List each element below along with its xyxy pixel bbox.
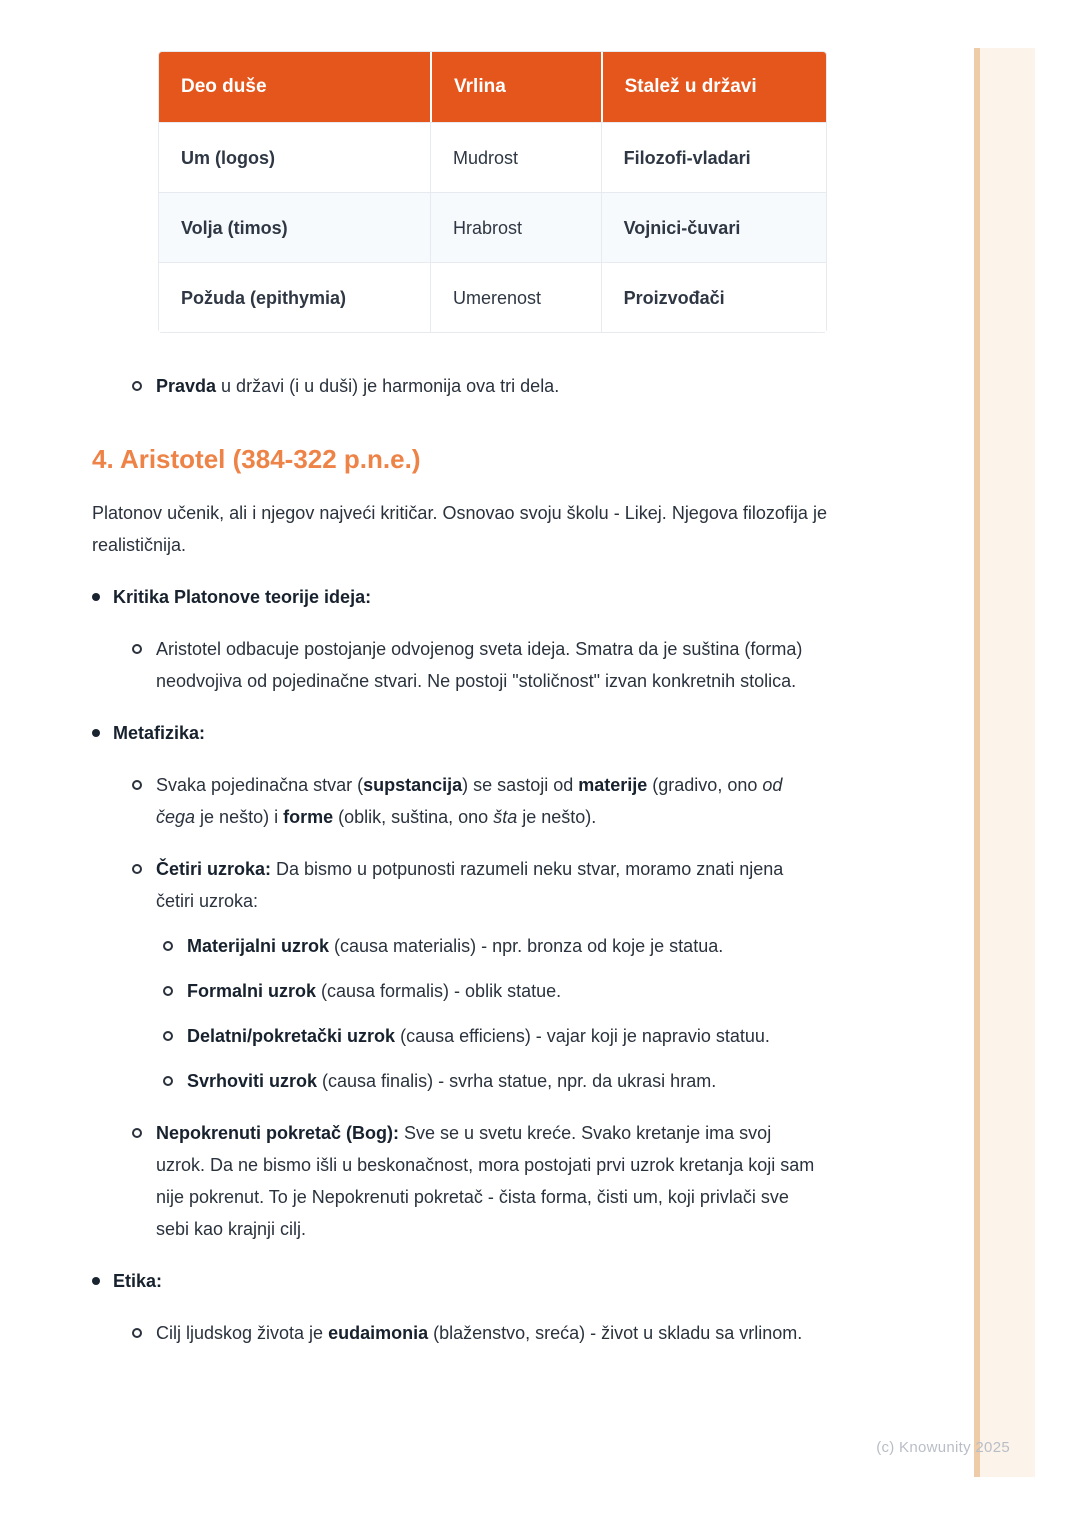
disc-bullet-icon	[92, 593, 100, 601]
list-item-etika	[92, 1265, 1080, 1297]
table-row	[159, 122, 826, 192]
table-row	[159, 192, 826, 262]
list-item	[163, 975, 1080, 1007]
circle-bullet-icon	[132, 864, 142, 874]
soul-parts-table	[158, 51, 827, 333]
circle-bullet-icon	[132, 381, 142, 391]
table-cell-soul-part: Volja (timos)	[159, 192, 430, 262]
disc-bullet-icon	[92, 729, 100, 737]
list-item-kritika	[92, 581, 1080, 613]
list-item-text: Formalni uzrok (causa formalis) - oblik statue.	[187, 981, 562, 1001]
circle-bullet-icon	[163, 1076, 173, 1086]
list-item-nepokrenuti-pokretac	[132, 1117, 1080, 1245]
list-item-text: Aristotel odbacuje postojanje odvojenog sveta ideja. Smatra da je suština (forma) neodvojiva od pojedinačne stvari. Ne postoji "stoličnost" izvan konkretnih stolica.	[156, 639, 803, 691]
table-cell-class: Filozofi-vladari	[601, 122, 826, 192]
circle-bullet-icon	[132, 644, 142, 654]
table-cell-virtue: Umerenost	[430, 262, 601, 332]
circle-bullet-icon	[163, 1031, 173, 1041]
list-item-text: Metafizika:	[113, 723, 206, 743]
copyright-footer: (c) Knowunity 2025	[876, 1439, 1010, 1456]
list-item-text: Materijalni uzrok (causa materialis) - npr. bronza od koje je statua.	[187, 936, 724, 956]
list-item-metafizika	[92, 717, 1080, 749]
section-heading-aristotel: 4. Aristotel (384-322 p.n.e.)	[92, 444, 421, 474]
list-item-text: Etika:	[113, 1271, 163, 1291]
list-item-cetiri-uzroka	[132, 853, 1080, 917]
list-item-text: Svrhoviti uzrok (causa finalis) - svrha statue, npr. da ukrasi hram.	[187, 1071, 717, 1091]
list-item	[132, 769, 1080, 833]
nested-list-four-causes	[0, 930, 1080, 1097]
circle-bullet-icon	[132, 1128, 142, 1138]
disc-bullet-icon	[92, 1277, 100, 1285]
list-item-text: Četiri uzroka: Da bismo u potpunosti razumeli neku stvar, moramo znati njena četiri uzroka:	[156, 859, 784, 911]
table-header-row	[159, 52, 826, 122]
intro-paragraph: Platonov učenik, ali i njegov najveći kritičar. Osnovao svoju školu - Likej. Njegova filozofija je realističnija.	[92, 503, 827, 555]
list-item	[132, 633, 1080, 697]
circle-bullet-icon	[163, 986, 173, 996]
table-header-deo-duse: Deo duše	[159, 52, 430, 122]
circle-bullet-icon	[163, 941, 173, 951]
list-item-pravda	[132, 370, 1080, 402]
circle-bullet-icon	[132, 1328, 142, 1338]
table-cell-virtue: Hrabrost	[430, 192, 601, 262]
table-cell-class: Proizvođači	[601, 262, 826, 332]
list-item-text: Kritika Platonove teorije ideja:	[113, 587, 372, 607]
list-item	[163, 1065, 1080, 1097]
document-content	[0, 51, 1080, 1349]
list-item-text: Nepokrenuti pokretač (Bog): Sve se u svetu kreće. Svako kretanje ima svoj uzrok. Da ne bismo išli u beskonačnost, mora postojati prvi uzrok kretanja koji sam nije pokrenut. To je Nepokrenuti pokretač - čista forma, čisti um, koji privlači sve sebi kao krajnji cilj.	[156, 1123, 815, 1239]
table-cell-soul-part: Um (logos)	[159, 122, 430, 192]
circle-bullet-icon	[132, 780, 142, 790]
table-cell-class: Vojnici-čuvari	[601, 192, 826, 262]
list-item-text: Cilj ljudskog života je eudaimonia (blaženstvo, sreća) - život u skladu sa vrlinom.	[156, 1323, 803, 1343]
table-cell-soul-part: Požuda (epithymia)	[159, 262, 430, 332]
list-item-text: Delatni/pokretački uzrok (causa efficiens) - vajar koji je napravio statuu.	[187, 1026, 770, 1046]
outline-list	[0, 581, 1080, 1349]
list-item-text: Pravda u državi (i u duši) je harmonija ova tri dela.	[156, 376, 560, 396]
list-item-text: Svaka pojedinačna stvar (supstancija) se sastoji od materije (gradivo, ono od čega je nešto) i forme (oblik, suština, ono šta je nešto).	[156, 775, 783, 827]
list-item	[163, 930, 1080, 962]
table-header-stalez-u-drzavi: Stalež u državi	[601, 52, 826, 122]
table-cell-virtue: Mudrost	[430, 122, 601, 192]
list-item	[163, 1020, 1080, 1052]
table-row	[159, 262, 826, 332]
table-header-vrlina: Vrlina	[430, 52, 601, 122]
list-item	[132, 1317, 1080, 1349]
